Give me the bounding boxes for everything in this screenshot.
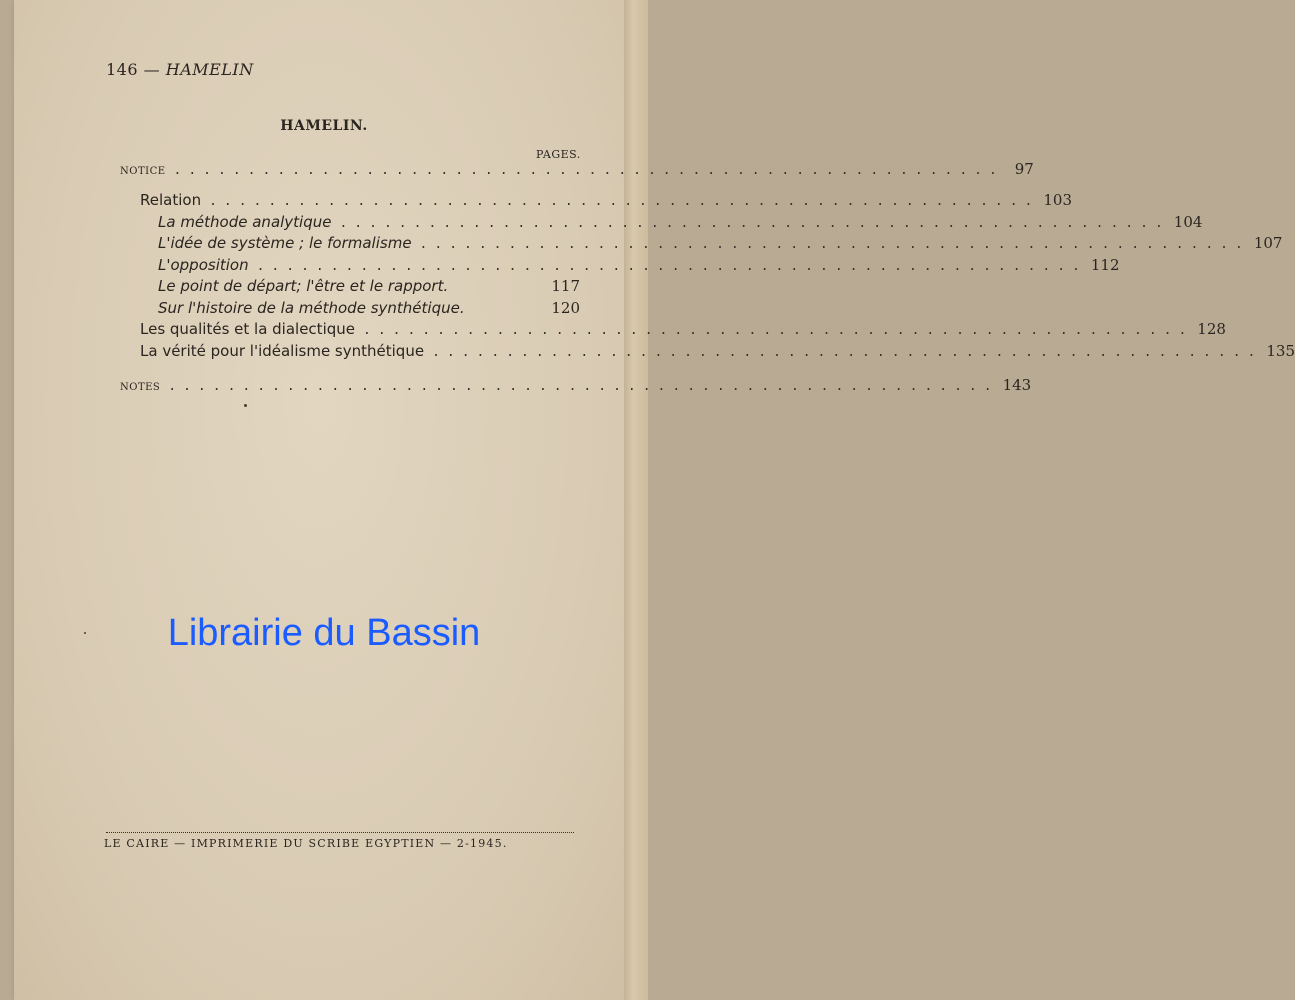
running-head-dash: — xyxy=(143,60,161,79)
toc-row-opposition xyxy=(158,256,1120,274)
toc-page-number: 112 xyxy=(1090,256,1120,274)
toc-row-notice xyxy=(120,160,1034,178)
page-number: 146 xyxy=(106,60,139,79)
book-page xyxy=(14,0,624,1000)
running-head xyxy=(106,60,254,79)
toc-label: Les qualités et la dialectique xyxy=(140,320,355,338)
toc-label: La méthode analytique xyxy=(158,213,332,231)
dot-leader: ........................................................ xyxy=(256,259,1087,274)
dot-leader: ........................................................ xyxy=(173,163,1004,178)
toc-row-relation xyxy=(140,191,1073,209)
toc-label: L'idée de système ; le formalisme xyxy=(158,234,412,252)
toc-page-number: 143 xyxy=(1002,376,1032,394)
printer-imprint: LE CAIRE — IMPRIMERIE DU SCRIBE EGYPTIEN — 2-1945. xyxy=(104,837,508,850)
pages-column-label: PAGES. xyxy=(536,148,581,161)
toc-label: Sur l'histoire de la méthode synthétique. xyxy=(158,299,465,317)
dot-leader: ........................................................ xyxy=(432,345,1263,360)
toc-row-verite xyxy=(140,342,1295,360)
running-head-title: HAMELIN xyxy=(165,60,254,79)
dot-leader: ........................................................ xyxy=(419,237,1250,252)
page-edge xyxy=(624,0,648,1000)
toc-row-methode-analytique xyxy=(158,213,1203,231)
dot-leader: ........................................................ xyxy=(168,379,999,394)
toc-label: Le point de départ; l'être et le rapport. xyxy=(158,277,449,295)
toc-row-idee-de-systeme xyxy=(158,234,1283,252)
toc-page-number: 117 xyxy=(551,277,580,295)
toc-page-number: 103 xyxy=(1043,191,1073,209)
paper-speck xyxy=(244,404,247,407)
toc-page-number: 104 xyxy=(1173,213,1203,231)
toc-label: NOTES xyxy=(120,382,161,393)
toc-label: NOTICE xyxy=(120,166,166,177)
toc-page-number: 107 xyxy=(1253,234,1283,252)
watermark-text: Librairie du Bassin xyxy=(167,612,481,654)
toc-row-qualites xyxy=(140,320,1226,338)
toc-label: La vérité pour l'idéalisme synthétique xyxy=(140,342,425,360)
toc-row-histoire-methode xyxy=(158,299,580,317)
toc-page-number: 135 xyxy=(1266,342,1295,360)
toc-row-notes xyxy=(120,376,1032,394)
dot-leader: ........................................................ xyxy=(209,194,1040,209)
toc-page-number: 128 xyxy=(1197,320,1226,338)
dot-leader: ........................................................ xyxy=(363,323,1194,338)
toc-row-point-de-depart xyxy=(158,277,580,295)
dot-leader: ........................................................ xyxy=(339,216,1170,231)
footer-rule xyxy=(106,832,574,833)
toc-label: Relation xyxy=(140,191,202,209)
section-title: HAMELIN. xyxy=(280,118,368,134)
toc-page-number: 120 xyxy=(551,299,580,317)
toc-page-number: 97 xyxy=(1014,160,1034,178)
toc-label: L'opposition xyxy=(158,256,249,274)
